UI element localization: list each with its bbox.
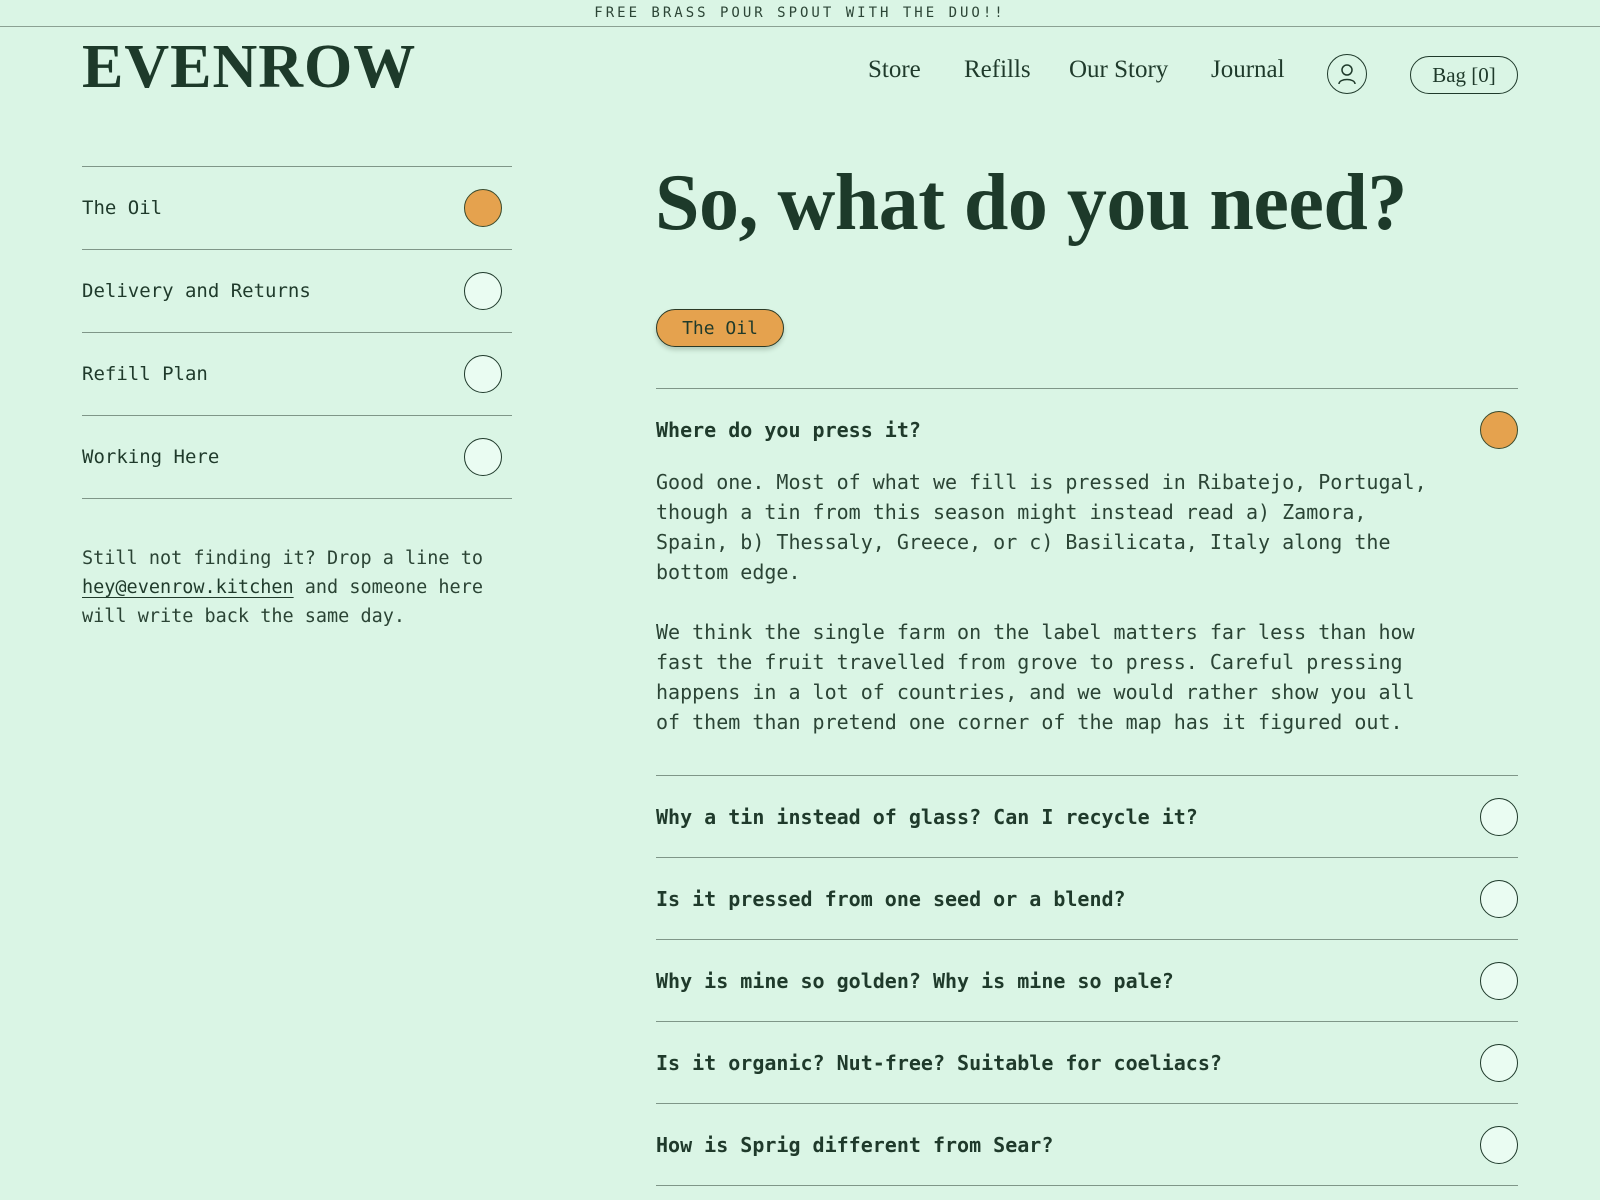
helper-text-after: and someone here will write back the same day.	[82, 577, 483, 627]
faq-question-toggle[interactable]	[656, 776, 1518, 857]
faq-item	[656, 940, 1518, 1022]
category-delivery-and-returns[interactable]	[82, 250, 512, 333]
category-label: Working Here	[82, 446, 220, 468]
expand-indicator	[1480, 1126, 1518, 1164]
nav-our-story[interactable]: Our Story	[1069, 56, 1169, 83]
faq-accordion	[656, 388, 1518, 1186]
faq-question: Why a tin instead of glass? Can I recycle it?	[656, 804, 1198, 829]
announcement-bar	[0, 0, 1600, 27]
faq-question-toggle[interactable]	[656, 1104, 1518, 1185]
faq-question: Why is mine so golden? Why is mine so pale?	[656, 968, 1174, 993]
category-the-oil[interactable]	[82, 167, 512, 250]
expand-indicator	[1480, 798, 1518, 836]
category-label: Refill Plan	[82, 363, 208, 385]
faq-item	[656, 1022, 1518, 1104]
nav-journal[interactable]: Journal	[1211, 56, 1285, 83]
nav-refills[interactable]: Refills	[964, 56, 1031, 83]
pill-label: The Oil	[682, 317, 758, 339]
expand-indicator	[1480, 962, 1518, 1000]
faq-question: Is it pressed from one seed or a blend?	[656, 886, 1126, 911]
category-refill-plan[interactable]	[82, 333, 512, 416]
radio-indicator	[464, 438, 502, 476]
faq-question: How is Sprig different from Sear?	[656, 1132, 1054, 1157]
faq-item	[656, 389, 1518, 776]
account-button[interactable]	[1327, 54, 1367, 94]
helper-text-before: Still not finding it? Drop a line to	[82, 548, 483, 569]
faq-question: Is it organic? Nut-free? Suitable for coeliacs?	[656, 1050, 1222, 1075]
bag-label: Bag [0]	[1432, 62, 1496, 87]
faq-item	[656, 1104, 1518, 1186]
user-icon	[1337, 63, 1357, 85]
faq-answer-paragraph: We think the single farm on the label matters far less than how fast the fruit travelled from grove to press. Careful pressing happens in a lot of countries, and we would rather show you all of them than pretend one corner of the map has it figured out.	[656, 620, 1415, 734]
nav-store[interactable]: Store	[868, 56, 921, 83]
category-working-here[interactable]	[82, 416, 512, 499]
faq-question-toggle[interactable]	[656, 1022, 1518, 1103]
announcement-text: FREE BRASS POUR SPOUT WITH THE DUO!!	[594, 5, 1006, 21]
active-category-pill[interactable]	[656, 309, 784, 347]
faq-answer-paragraph: Good one. Most of what we fill is pressed in Ribatejo, Portugal, though a tin from this season might instead read a) Zamora, Spain, b) Thessaly, Greece, or c) Basilicata, Italy along the bottom edge.	[656, 470, 1427, 584]
faq-question-toggle[interactable]	[656, 940, 1518, 1021]
expand-indicator	[1480, 1044, 1518, 1082]
faq-question: Where do you press it?	[656, 417, 921, 442]
category-label: The Oil	[82, 197, 163, 219]
radio-indicator	[464, 355, 502, 393]
page-title: So, what do you need?	[655, 159, 1407, 247]
expand-indicator-active	[1480, 411, 1518, 449]
radio-indicator	[464, 272, 502, 310]
logo[interactable]: EVENROW	[82, 33, 417, 101]
faq-item	[656, 858, 1518, 940]
expand-indicator	[1480, 880, 1518, 918]
faq-item	[656, 776, 1518, 858]
faq-answer	[656, 467, 1518, 775]
bag-button[interactable]	[1410, 56, 1518, 94]
contact-email-link[interactable]: hey@evenrow.kitchen	[82, 577, 294, 598]
category-label: Delivery and Returns	[82, 280, 311, 302]
faq-question-toggle[interactable]	[656, 858, 1518, 939]
radio-indicator-active	[464, 189, 502, 227]
contact-helper-text	[82, 544, 512, 631]
faq-question-toggle[interactable]	[656, 389, 1518, 470]
category-list	[82, 166, 512, 499]
